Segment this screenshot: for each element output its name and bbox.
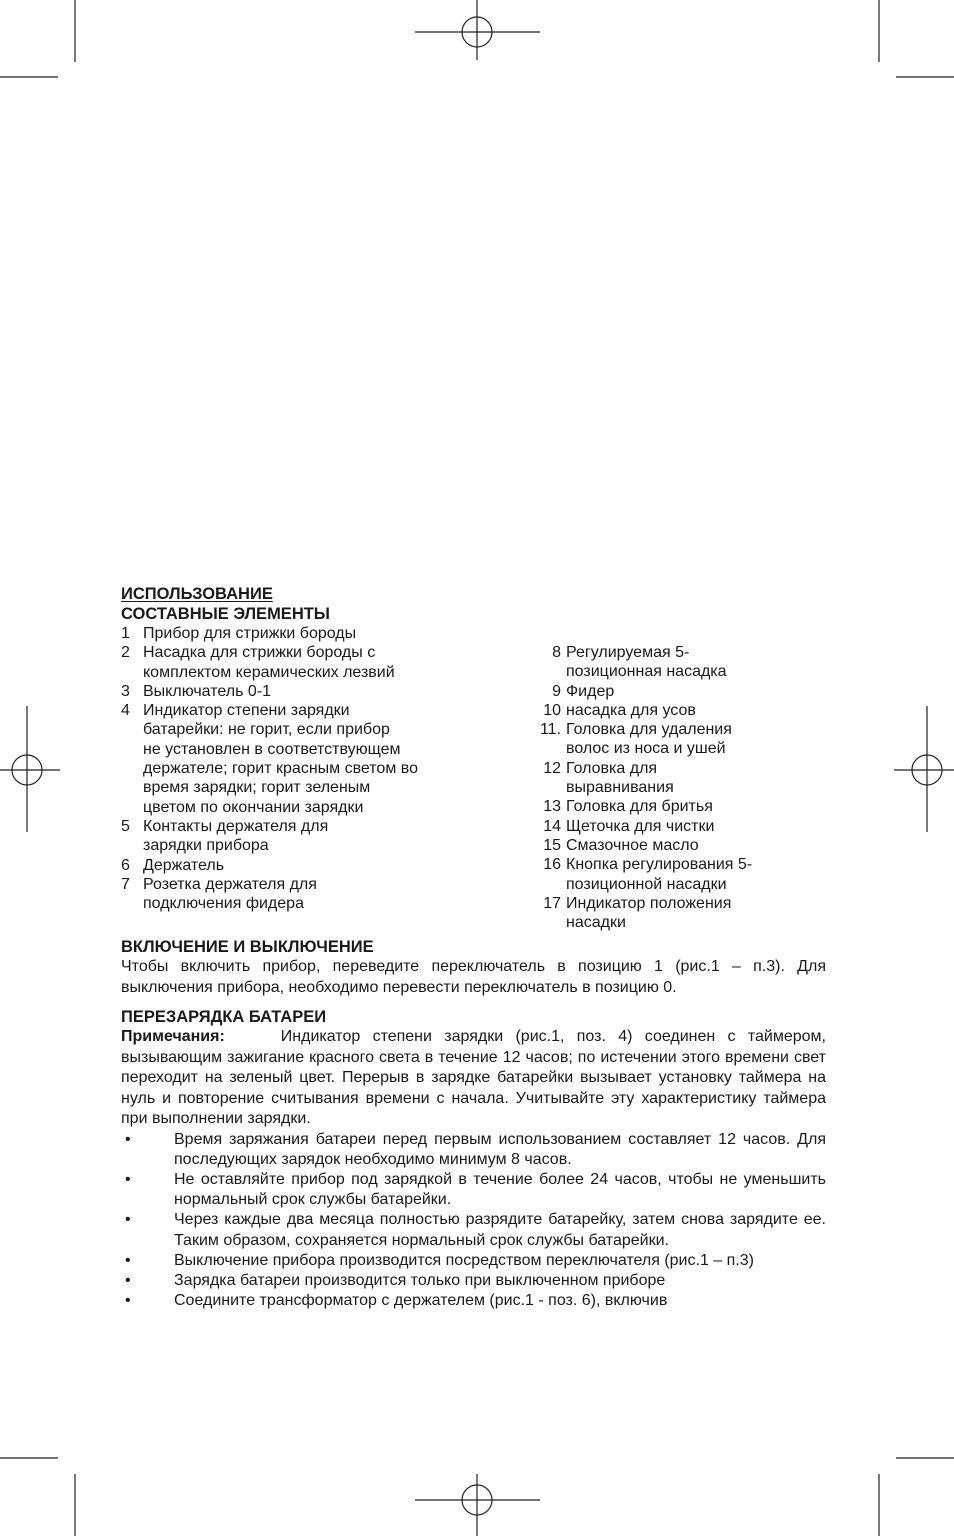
component-label-line: Головка для удаления (566, 721, 732, 739)
component-label (528, 759, 828, 798)
component-label (121, 624, 521, 643)
component-label-line: не установлен в соответствующем (143, 740, 401, 758)
component-label-line: Фидер (566, 682, 615, 700)
component-label (528, 797, 828, 816)
registration-mark-top (415, 0, 540, 60)
note-text: Индикатор степени зарядки (рис.1, поз. 4) соединен с таймером, вызывающим зажигание красного света в течение 12 часов; по истечении этого времени свет переходит на зеленый цвет. Перерыв в зарядке батарейки вызывает установку таймера на нуль и повторение считывания времени с начала. Учитывайте эту характеристику таймера при выполнении зарядки. (121, 1028, 826, 1127)
bullet-icon: • (125, 1170, 131, 1188)
component-label-line: насадки (566, 914, 626, 932)
component-label-line: подключения фидера (143, 895, 304, 913)
list-item (121, 1170, 826, 1210)
component-label-line: Индикатор положения (566, 894, 732, 912)
component-item (528, 797, 828, 816)
component-number: 15 (543, 836, 561, 854)
component-label (528, 855, 828, 894)
note-label: Примечания: (121, 1028, 225, 1045)
components-column-right (528, 643, 828, 932)
component-label-line: позиционной насадки (566, 875, 727, 893)
component-item (121, 817, 521, 856)
component-number: 17 (543, 894, 561, 912)
list-item (121, 1210, 826, 1250)
component-item (121, 643, 521, 682)
component-number: 16 (543, 856, 561, 874)
bullet-text: Время заряжания батареи перед первым использованием составляет 12 часов. Для последующих зарядок необходимо минимум 8 часов. (174, 1130, 826, 1168)
component-number: 1 (121, 625, 130, 642)
component-label (121, 643, 521, 682)
list-item (121, 1130, 826, 1170)
component-label-line: Держатель (143, 856, 225, 874)
list-item (121, 1271, 826, 1291)
component-number: 3 (121, 682, 130, 700)
component-label-line: Контакты держателя для (143, 817, 329, 835)
component-number: 7 (121, 875, 130, 893)
component-label-line: держателе; горит красным светом во (143, 760, 418, 778)
bullet-text: Выключение прибора производится посредством переключателя (рис.1 – п.3) (174, 1251, 754, 1269)
charging-note (121, 1027, 826, 1130)
component-number: 9 (552, 682, 561, 700)
component-label-line: батарейки: не горит, если прибор (143, 721, 390, 739)
component-label-line: насадка для усов (566, 701, 696, 719)
components-heading: СОСТАВНЫЕ ЭЛЕМЕНТЫ (121, 605, 330, 623)
bullet-text: Зарядка батареи производится только при выключенном приборе (174, 1271, 666, 1289)
component-item (528, 759, 828, 798)
component-label-line: Розетка держателя для (143, 875, 317, 893)
component-label (121, 682, 521, 701)
component-label-line: время зарядки; горит зеленым (143, 779, 371, 797)
component-label-line: позиционная насадка (566, 663, 727, 681)
bullet-text: Соедините трансформатор с держателем (рис.1 - поз. 6), включив (174, 1292, 668, 1310)
component-label (121, 701, 521, 817)
component-item (121, 856, 521, 875)
charging-heading: ПЕРЕЗАРЯДКА БАТАРЕИ (121, 1008, 327, 1026)
component-number: 14 (543, 817, 561, 835)
list-item (121, 1291, 826, 1311)
component-label-line: Смазочное масло (566, 836, 699, 854)
component-label-line: выравнивания (566, 779, 674, 797)
component-number: 13 (543, 798, 561, 816)
registration-mark-left (0, 706, 60, 832)
component-label (528, 682, 828, 701)
component-label-line: зарядки прибора (143, 837, 269, 855)
instruction-page-content (121, 585, 826, 1311)
power-heading: ВКЛЮЧЕНИЕ И ВЫКЛЮЧЕНИЕ (121, 938, 374, 956)
bullet-icon: • (125, 1271, 131, 1289)
component-label (528, 836, 828, 855)
component-item (528, 855, 828, 894)
components-list (121, 624, 826, 935)
component-number: 12 (543, 759, 561, 777)
registration-mark-bottom (415, 1474, 540, 1536)
component-label-line: волос из носа и ушей (566, 740, 726, 758)
component-item (121, 682, 521, 701)
components-column-left (121, 624, 521, 913)
charging-bullets (121, 1130, 826, 1312)
component-label-line: Прибор для стрижки бороды (143, 625, 357, 642)
bullet-icon: • (125, 1130, 131, 1148)
component-item (121, 875, 521, 914)
component-item (528, 701, 828, 720)
bullet-icon: • (125, 1251, 131, 1269)
component-label (528, 720, 828, 759)
component-label-line: Кнопка регулирования 5- (566, 856, 753, 874)
component-number: 6 (121, 856, 130, 874)
component-label-line: Щеточка для чистки (566, 817, 715, 835)
component-number: 5 (121, 817, 130, 835)
bullet-text: Не оставляйте прибор под зарядкой в течение более 24 часов, чтобы не уменьшить нормальный срок службы батарейки. (174, 1170, 826, 1209)
component-number: 11. (539, 721, 561, 739)
power-text: Чтобы включить прибор, переведите переключатель в позицию 1 (рис.1 – п.3). Для выключения прибора, необходимо перевести переключатель в позицию 0. (121, 958, 826, 996)
component-number: 2 (121, 644, 130, 662)
bullet-icon: • (125, 1292, 131, 1310)
component-item (528, 643, 828, 682)
component-label (121, 856, 521, 875)
section-title: ИСПОЛЬЗОВАНИЕ (121, 585, 273, 603)
component-label-line: Головка для (566, 759, 658, 777)
component-number: 10 (543, 701, 561, 719)
component-label (528, 817, 828, 836)
component-label-line: Индикатор степени зарядки (143, 702, 350, 720)
registration-mark-right (894, 706, 954, 832)
component-label-line: Выключатель 0-1 (143, 682, 271, 700)
component-number: 8 (552, 644, 561, 661)
component-item (528, 894, 828, 933)
component-item (528, 836, 828, 855)
component-item (528, 720, 828, 759)
component-label (528, 894, 828, 933)
component-label-line: цветом по окончании зарядки (143, 798, 364, 816)
component-item (121, 624, 521, 643)
component-label-line: Насадка для стрижки бороды с (143, 644, 376, 662)
list-item (121, 1251, 826, 1271)
component-label-line: комплектом керамических лезвий (143, 663, 395, 681)
component-label (528, 643, 828, 682)
component-item (528, 817, 828, 836)
component-item (121, 701, 521, 817)
component-label (121, 875, 521, 914)
component-item (528, 682, 828, 701)
component-label-line: Головка для бритья (566, 798, 713, 816)
component-label (528, 701, 828, 720)
component-label (121, 817, 521, 856)
component-number: 4 (121, 702, 130, 720)
bullet-icon: • (125, 1211, 131, 1229)
component-label-line: Регулируемая 5- (566, 644, 690, 661)
bullet-text: Через каждые два месяца полностью разрядите батарейку, затем снова зарядите ее. Таким образом, сохраняется нормальный срок службы батарейки. (174, 1211, 826, 1249)
